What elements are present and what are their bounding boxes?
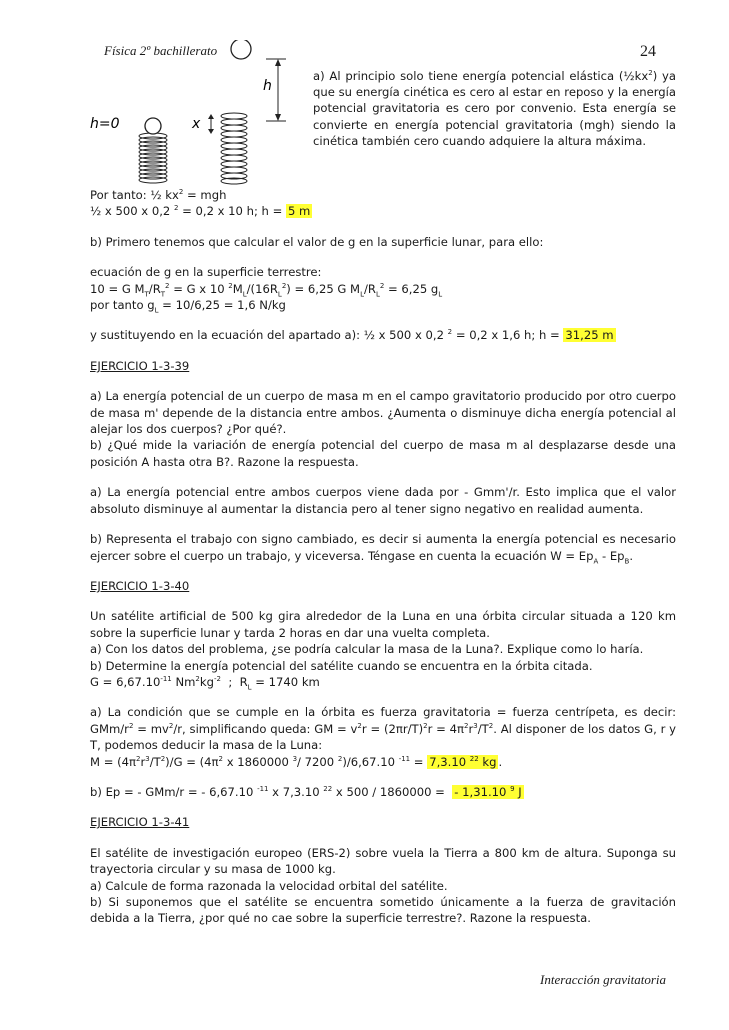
exercise-40-answer-b: b) Ep = - GMm/r = - 6,67.10 $^{-11}$ x 7,3.10 $^{22}$ x 500 / 1860000 = - 1,31.10 $^9$ J (90, 784, 522, 799)
exercise-39-answer-b: b) Representa el trabajo con signo cambiado, es decir si aumenta la energía potencial es necesario ejercer sobre el cuerpo un trabajo, y viceversa. Téngase en cuenta la ecuación $W = Ep_A - Ep_B$. (90, 532, 676, 565)
exercise-40-answer-a: a) La condición que se cumple en la órbita es fuerza gravitatoria = fuerza centrípeta, es decir: GMm/$r^2 = mv^2/r$, simplificando queda: GM = $v^2r = (2\pi r/T)^2r = 4\pi^2r^3/T^2$. Al disponer de los datos G, r y T, podemos deducir la masa de la Luna: $M = (4\pi^2r^3/T^2)/G = (4\pi^2$ x 1860000 $^3$/ 7200 $^2$)/6,67.10 $^{-11}$ = 7,3.10 $^{22}$ kg . (90, 705, 677, 769)
footer-topic: Interacción gravitatoria (540, 972, 667, 987)
answer-5m: 5 m (288, 204, 311, 219)
spring-figure (88, 40, 303, 190)
exercise-39-questions: a) La energía potencial de un cuerpo de masa m en el campo gravitatorio producido por otro cuerpo de masa m' depende de la distancia entre ambos. ¿Aumenta o disminuye dicha energía potencial al alejar los dos cuerpos? ¿Por qué?. b) ¿Qué mide la variación de energía potencial del cuerpo de masa m al desplazarse desde una posición A hasta otra B?. Razone la respuesta. (90, 389, 676, 469)
relaxed-spring (221, 113, 247, 184)
exercise-40-title: EJERCICIO 1-3-40 (90, 578, 190, 593)
part-b-intro: b) Primero tenemos que calcular el valor de g en la superficie lunar, para ello: (90, 234, 544, 249)
intro-answer-a: a) Al principio solo tiene energía potencial elástica $(\frac{1}{2}kx^2)$ ya que su energía cinética es cero al estar en reposo y la energía potencial gravitatoria es cero por convenio. Esta energía se convierte en energía potencial gravitatoria (mgh) siendo la cinética también cero cuando adquiere la altura máxima. (313, 69, 676, 148)
substitution: y sustituyendo en la ecuación del apartado a): ½ x 500 x 0,2 $^2$ = 0,2 x 1,6 h; h = 31,25 m (90, 328, 614, 343)
exercise-39-title: EJERCICIO 1-3-39 (90, 358, 190, 373)
exercise-41-statement: El satélite de investigación europeo (ERS-2) sobre vuela la Tierra a 800 km de altura. Suponga su trayectoria circular y su masa de 1000 kg. a) Calcule de forma razonada la velocidad orbital del satélite. b) Si suponemos que el satélite se encuentra sometido únicamente a la fuerza de gravitación debida a la Tierra, ¿por qué no cae sobre la superficie terrestre?. Razone la respuesta. (90, 845, 676, 926)
exercise-41-title: EJERCICIO 1-3-41 (90, 815, 190, 830)
answer-potential-energy: - 1,31.10 $^9$ J (454, 784, 522, 799)
label-h: h (263, 78, 272, 94)
compressed-spring (139, 133, 167, 183)
label-h0: h=0 (90, 116, 120, 132)
page-body (90, 187, 676, 927)
exercise-39-answer-a: a) La energía potencial entre ambos cuerpos viene dada por - Gmm'/r. Esto implica que el valor absoluto disminuye al aumentar la distancia pero al tener signo negativo en realidad aumenta. (90, 485, 676, 516)
exercise-40-statement: Un satélite artificial de 500 kg gira alrededor de la Luna en una órbita circular situada a 120 km sobre la superficie lunar y tarda 2 horas en dar una vuelta completa. a) Con los datos del problema, ¿se podría calcular la masa de la Luna?. Explique como lo haría. b) Determine la energía potencial del satélite cuando se encuentra en la órbita citada. $G = 6,67.10^{-11}$ $Nm^2kg^{-2}$ ; $R_L = 1740$ km (90, 609, 676, 692)
g-derivation: ecuación de g en la superficie terrestre: 10 = G $M_T/R_T^2 = G$ x 10 $^2M_L/(16R_L^2) = 6,25$ G $M_L/R_L^2 = 6,25$ $g_L$ por tanto $g_L = 10/6,25 = 1,6$ N/kg (90, 265, 443, 315)
header-subject: Física 2º bachillerato (104, 43, 218, 58)
page-number: 24 (640, 43, 656, 60)
ball-on-spring (145, 118, 161, 134)
answer-moon-mass: 7,3.10 $^{22}$ kg (429, 754, 497, 769)
answer-31-25m: 31,25 m (565, 328, 614, 343)
raised-ball (231, 40, 251, 59)
conclusion-a: Por tanto: ½ $kx^2$ = mgh ½ x 500 x 0,2 $^2$ = 0,2 x 10 h; h = 5 m (90, 188, 311, 219)
label-x: x (192, 116, 201, 132)
